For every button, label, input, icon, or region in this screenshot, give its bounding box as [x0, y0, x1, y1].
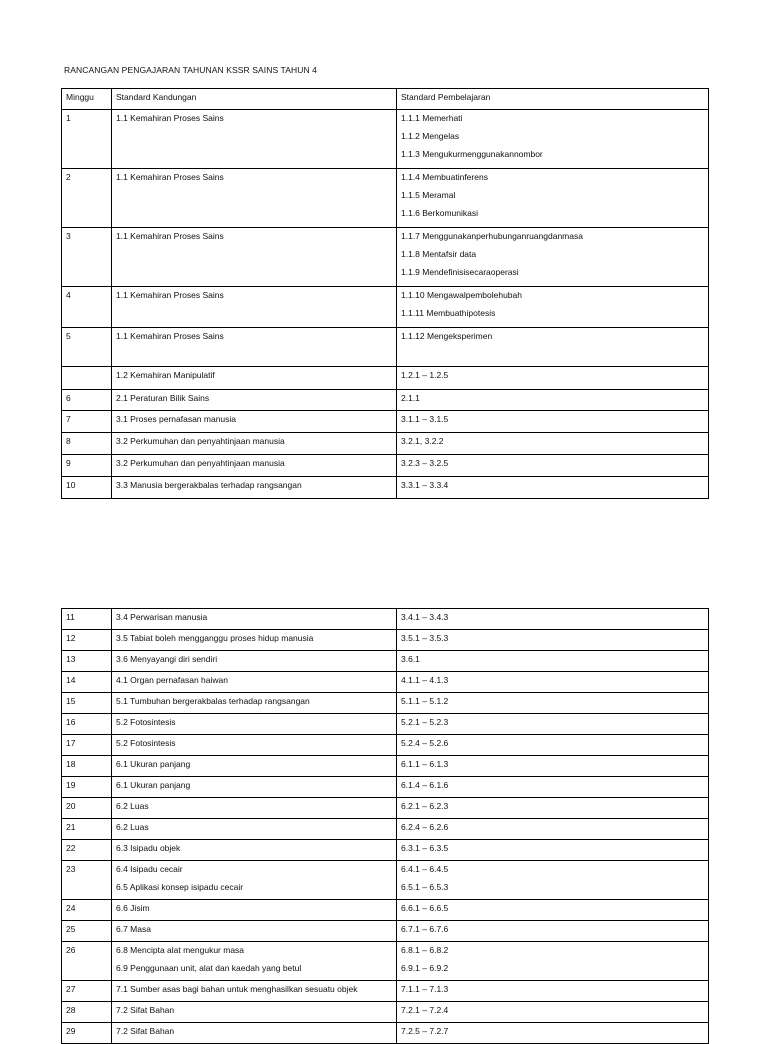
table-row: [62, 630, 709, 651]
standard-pembelajaran-item: 1.1.5 Meramal: [401, 190, 456, 200]
standard-kandungan-item: 1.1 Kemahiran Proses Sains: [116, 172, 224, 182]
standard-pembelajaran-cell: [397, 819, 709, 840]
standard-kandungan-item: 4.1 Organ pernafasan haiwan: [116, 675, 228, 685]
table-row: [62, 477, 709, 499]
standard-pembelajaran-item: 1.1.2 Mengelas: [401, 131, 460, 141]
standard-pembelajaran-item: 7.2.5 – 7.2.7: [401, 1026, 449, 1036]
week-number: 22: [66, 843, 76, 853]
week-cell: [62, 110, 112, 169]
standard-kandungan-item: 3.5 Tabiat boleh mengganggu proses hidup manusia: [116, 633, 314, 643]
week-cell: [62, 411, 112, 433]
standard-pembelajaran-item: 6.3.1 – 6.3.5: [401, 843, 449, 853]
table-row: [62, 981, 709, 1002]
standard-kandungan-item: 3.4 Perwarisan manusia: [116, 612, 208, 622]
week-number: 17: [66, 738, 76, 748]
standard-pembelajaran-item: 1.1.4 Membuatinferens: [401, 172, 488, 182]
standard-kandungan-cell: [112, 819, 397, 840]
standard-pembelajaran-cell: [397, 777, 709, 798]
standard-kandungan-cell: [112, 433, 397, 455]
standard-pembelajaran-cell: [397, 110, 709, 169]
week-number: [66, 369, 107, 387]
week-cell: [62, 477, 112, 499]
week-cell: [62, 942, 112, 981]
table-header-row: [62, 89, 709, 110]
table-row: [62, 390, 709, 411]
week-cell: [62, 609, 112, 630]
standard-pembelajaran-item: 4.1.1 – 4.1.3: [401, 675, 449, 685]
standard-kandungan-item: 3.2 Perkumuhan dan penyahtinjaan manusia: [116, 458, 285, 468]
week-cell: [62, 287, 112, 328]
table-row: [62, 798, 709, 819]
table-row: [62, 777, 709, 798]
standard-pembelajaran-cell: [397, 798, 709, 819]
table-row: [62, 411, 709, 433]
week-cell: [62, 693, 112, 714]
standard-pembelajaran-cell: [397, 630, 709, 651]
standard-pembelajaran-cell: [397, 1023, 709, 1044]
week-number: 1: [66, 113, 71, 123]
week-cell: [62, 672, 112, 693]
week-number: 12: [66, 633, 76, 643]
week-number: 21: [66, 822, 76, 832]
standard-pembelajaran-item: 1.1.10 Mengawalpembolehubah: [401, 290, 522, 300]
table-row: [62, 609, 709, 630]
standard-pembelajaran-item: 6.2.4 – 6.2.6: [401, 822, 449, 832]
week-number: 25: [66, 924, 76, 934]
table-row: [62, 1023, 709, 1044]
standard-kandungan-cell: [112, 672, 397, 693]
table-row: [62, 942, 709, 981]
standard-kandungan-item: 7.2 Sifat Bahan: [116, 1005, 175, 1015]
standard-pembelajaran-item: 5.2.1 – 5.2.3: [401, 717, 449, 727]
standard-kandungan-cell: [112, 651, 397, 672]
standard-pembelajaran-item: 5.1.1 – 5.1.2: [401, 696, 449, 706]
standard-pembelajaran-item: 6.4.1 – 6.4.5: [401, 864, 449, 874]
standard-pembelajaran-item: 1.1.11 Membuathipotesis: [401, 308, 496, 318]
standard-pembelajaran-cell: [397, 693, 709, 714]
standard-kandungan-item: 3.1 Proses pernafasan manusia: [116, 414, 237, 424]
standard-kandungan-cell: [112, 921, 397, 942]
week-cell: [62, 228, 112, 287]
week-cell: [62, 630, 112, 651]
standard-kandungan-cell: [112, 693, 397, 714]
standard-kandungan-item: 6.3 Isipadu objek: [116, 843, 181, 853]
week-number: 5: [66, 331, 71, 341]
table-row: [62, 861, 709, 900]
standard-pembelajaran-cell: [397, 900, 709, 921]
table-row: [62, 921, 709, 942]
standard-pembelajaran-item: 6.7.1 – 6.7.6: [401, 924, 449, 934]
week-number: 24: [66, 903, 76, 913]
table-row: [62, 328, 709, 367]
standard-pembelajaran-cell: [397, 228, 709, 287]
header-standard-pembelajaran: Standard Pembelajaran: [397, 89, 709, 110]
standard-pembelajaran-item: 1.1.7 Menggunakanperhubunganruangdanmasa: [401, 231, 583, 241]
week-cell: [62, 981, 112, 1002]
week-number: 28: [66, 1005, 76, 1015]
week-number: 3: [66, 231, 71, 241]
standard-kandungan-item: 1.1 Kemahiran Proses Sains: [116, 113, 224, 123]
standard-kandungan-cell: [112, 756, 397, 777]
week-cell: [62, 328, 112, 367]
standard-kandungan-item: 1.1 Kemahiran Proses Sains: [116, 331, 224, 341]
week-cell: [62, 861, 112, 900]
standard-kandungan-cell: [112, 110, 397, 169]
standard-pembelajaran-item: 5.2.4 – 5.2.6: [401, 738, 449, 748]
week-cell: [62, 1023, 112, 1044]
standard-kandungan-cell: [112, 228, 397, 287]
standard-kandungan-cell: [112, 390, 397, 411]
week-cell: [62, 651, 112, 672]
table-row: [62, 672, 709, 693]
week-cell: [62, 735, 112, 756]
week-cell: [62, 433, 112, 455]
standard-pembelajaran-item: 2.1.1: [401, 393, 420, 403]
header-standard-kandungan: Standard Kandungan: [112, 89, 397, 110]
standard-kandungan-cell: [112, 169, 397, 228]
standard-kandungan-cell: [112, 1023, 397, 1044]
standard-kandungan-cell: [112, 367, 397, 390]
standard-pembelajaran-cell: [397, 455, 709, 477]
week-number: 27: [66, 984, 76, 994]
standard-kandungan-item: 1.2 Kemahiran Manipulatif: [116, 370, 215, 380]
standard-pembelajaran-cell: [397, 169, 709, 228]
week-number: 16: [66, 717, 76, 727]
week-cell: [62, 900, 112, 921]
standard-kandungan-cell: [112, 900, 397, 921]
plan-table-weeks-11-29: [61, 608, 709, 1044]
standard-pembelajaran-cell: [397, 672, 709, 693]
week-number: 18: [66, 759, 76, 769]
standard-kandungan-item: 6.5 Aplikasi konsep isipadu cecair: [116, 882, 244, 892]
standard-pembelajaran-item: 1.1.8 Mentafsir data: [401, 249, 477, 259]
standard-kandungan-item: 7.1 Sumber asas bagi bahan untuk menghasilkan sesuatu objek: [116, 984, 358, 994]
week-number: 6: [66, 393, 71, 403]
standard-pembelajaran-item: 3.3.1 – 3.3.4: [401, 480, 449, 490]
standard-pembelajaran-cell: [397, 651, 709, 672]
table-row: [62, 433, 709, 455]
table-row: [62, 819, 709, 840]
standard-pembelajaran-item: 6.8.1 – 6.8.2: [401, 945, 449, 955]
standard-kandungan-cell: [112, 981, 397, 1002]
week-number: 9: [66, 458, 71, 468]
standard-kandungan-cell: [112, 714, 397, 735]
table-row: [62, 756, 709, 777]
standard-kandungan-cell: [112, 1002, 397, 1023]
standard-pembelajaran-item: 6.1.4 – 6.1.6: [401, 780, 449, 790]
table-row: [62, 228, 709, 287]
standard-pembelajaran-item: 6.9.1 – 6.9.2: [401, 963, 449, 973]
standard-kandungan-item: 6.8 Mencipta alat mengukur masa: [116, 945, 245, 955]
standard-pembelajaran-item: 7.1.1 – 7.1.3: [401, 984, 449, 994]
standard-pembelajaran-item: 1.1.3 Mengukurmenggunakannombor: [401, 149, 543, 159]
standard-pembelajaran-item: 3.2.1, 3.2.2: [401, 436, 444, 446]
document-title: RANCANGAN PENGAJARAN TAHUNAN KSSR SAINS TAHUN 4: [64, 65, 317, 75]
standard-kandungan-item: 6.4 Isipadu cecair: [116, 864, 183, 874]
table-row: [62, 169, 709, 228]
week-number: 29: [66, 1026, 76, 1036]
week-number: 23: [66, 864, 76, 874]
standard-kandungan-item: 6.2 Luas: [116, 801, 149, 811]
standard-pembelajaran-cell: [397, 411, 709, 433]
standard-kandungan-cell: [112, 777, 397, 798]
standard-kandungan-item: 6.2 Luas: [116, 822, 149, 832]
week-number: 11: [66, 612, 75, 622]
standard-kandungan-item: 7.2 Sifat Bahan: [116, 1026, 175, 1036]
week-number: 19: [66, 780, 76, 790]
table-row: [62, 900, 709, 921]
standard-pembelajaran-cell: [397, 921, 709, 942]
table-row: [62, 735, 709, 756]
standard-pembelajaran-cell: [397, 981, 709, 1002]
standard-kandungan-item: 1.1 Kemahiran Proses Sains: [116, 290, 224, 300]
standard-pembelajaran-item: 3.4.1 – 3.4.3: [401, 612, 449, 622]
standard-pembelajaran-item: 1.1.9 Mendefinisisecaraoperasi: [401, 267, 519, 277]
standard-pembelajaran-cell: [397, 861, 709, 900]
week-cell: [62, 756, 112, 777]
standard-pembelajaran-item: 7.2.1 – 7.2.4: [401, 1005, 449, 1015]
week-cell: [62, 798, 112, 819]
table-row: [62, 840, 709, 861]
standard-kandungan-cell: [112, 477, 397, 499]
standard-kandungan-cell: [112, 942, 397, 981]
standard-kandungan-cell: [112, 455, 397, 477]
standard-kandungan-cell: [112, 735, 397, 756]
standard-pembelajaran-cell: [397, 367, 709, 390]
standard-pembelajaran-cell: [397, 477, 709, 499]
standard-pembelajaran-item: 1.2.1 – 1.2.5: [401, 370, 449, 380]
standard-kandungan-item: 1.1 Kemahiran Proses Sains: [116, 231, 224, 241]
week-number: 2: [66, 172, 71, 182]
week-cell: [62, 1002, 112, 1023]
standard-pembelajaran-item: 1.1.12 Mengeksperimen: [401, 331, 493, 341]
standard-pembelajaran-item: 1.1.1 Memerhati: [401, 113, 463, 123]
standard-pembelajaran-cell: [397, 942, 709, 981]
week-number: 8: [66, 436, 71, 446]
standard-kandungan-item: 6.9 Penggunaan unit, alat dan kaedah yang betul: [116, 963, 302, 973]
standard-pembelajaran-item: 3.5.1 – 3.5.3: [401, 633, 449, 643]
standard-pembelajaran-cell: [397, 714, 709, 735]
week-number: 7: [66, 414, 71, 424]
standard-kandungan-cell: [112, 861, 397, 900]
table-row: [62, 651, 709, 672]
standard-pembelajaran-cell: [397, 756, 709, 777]
week-number: 13: [66, 654, 76, 664]
standard-pembelajaran-cell: [397, 328, 709, 367]
week-cell: [62, 840, 112, 861]
standard-pembelajaran-cell: [397, 287, 709, 328]
week-cell: [62, 390, 112, 411]
standard-kandungan-cell: [112, 630, 397, 651]
standard-pembelajaran-cell: [397, 1002, 709, 1023]
standard-kandungan-cell: [112, 328, 397, 367]
standard-pembelajaran-cell: [397, 433, 709, 455]
table-row: [62, 455, 709, 477]
standard-kandungan-item: 6.7 Masa: [116, 924, 151, 934]
week-cell: [62, 455, 112, 477]
week-number: 4: [66, 290, 71, 300]
standard-pembelajaran-cell: [397, 609, 709, 630]
week-number: 14: [66, 675, 76, 685]
standard-pembelajaran-item: 6.1.1 – 6.1.3: [401, 759, 449, 769]
standard-kandungan-item: 6.6 Jisim: [116, 903, 150, 913]
week-cell: [62, 921, 112, 942]
standard-kandungan-cell: [112, 798, 397, 819]
header-minggu: Minggu: [62, 89, 112, 110]
standard-kandungan-cell: [112, 411, 397, 433]
standard-pembelajaran-item: 6.5.1 – 6.5.3: [401, 882, 449, 892]
table-row: [62, 110, 709, 169]
standard-pembelajaran-item: 3.6.1: [401, 654, 420, 664]
table-row: [62, 714, 709, 735]
standard-pembelajaran-item: 6.2.1 – 6.2.3: [401, 801, 449, 811]
week-number: 15: [66, 696, 76, 706]
standard-pembelajaran-item: 1.1.6 Berkomunikasi: [401, 208, 479, 218]
week-number: 26: [66, 945, 76, 955]
week-cell: [62, 714, 112, 735]
standard-kandungan-item: 3.2 Perkumuhan dan penyahtinjaan manusia: [116, 436, 285, 446]
week-cell: [62, 169, 112, 228]
standard-kandungan-item: 5.1 Tumbuhan bergerakbalas terhadap rangsangan: [116, 696, 310, 706]
standard-kandungan-item: 6.1 Ukuran panjang: [116, 759, 191, 769]
table-row: [62, 1002, 709, 1023]
standard-kandungan-cell: [112, 287, 397, 328]
standard-pembelajaran-cell: [397, 840, 709, 861]
standard-kandungan-item: 5.2 Fotosintesis: [116, 738, 176, 748]
standard-kandungan-cell: [112, 840, 397, 861]
standard-pembelajaran-item: 6.6.1 – 6.6.5: [401, 903, 449, 913]
table-row: [62, 287, 709, 328]
standard-kandungan-item: 3.3 Manusia bergerakbalas terhadap rangsangan: [116, 480, 302, 490]
week-number: 20: [66, 801, 76, 811]
standard-pembelajaran-cell: [397, 735, 709, 756]
week-cell: [62, 819, 112, 840]
standard-kandungan-item: 6.1 Ukuran panjang: [116, 780, 191, 790]
week-cell: [62, 777, 112, 798]
week-cell: [62, 367, 112, 390]
table-row: [62, 693, 709, 714]
standard-kandungan-item: 5.2 Fotosintesis: [116, 717, 176, 727]
standard-kandungan-item: 3.6 Menyayangi diri sendiri: [116, 654, 218, 664]
week-number: 10: [66, 480, 76, 490]
standard-kandungan-item: 2.1 Peraturan Bilik Sains: [116, 393, 210, 403]
standard-pembelajaran-cell: [397, 390, 709, 411]
standard-pembelajaran-item: 3.2.3 – 3.2.5: [401, 458, 449, 468]
standard-kandungan-cell: [112, 609, 397, 630]
table-row: [62, 367, 709, 390]
plan-table-weeks-1-10: [61, 88, 709, 499]
standard-pembelajaran-item: 3.1.1 – 3.1.5: [401, 414, 449, 424]
